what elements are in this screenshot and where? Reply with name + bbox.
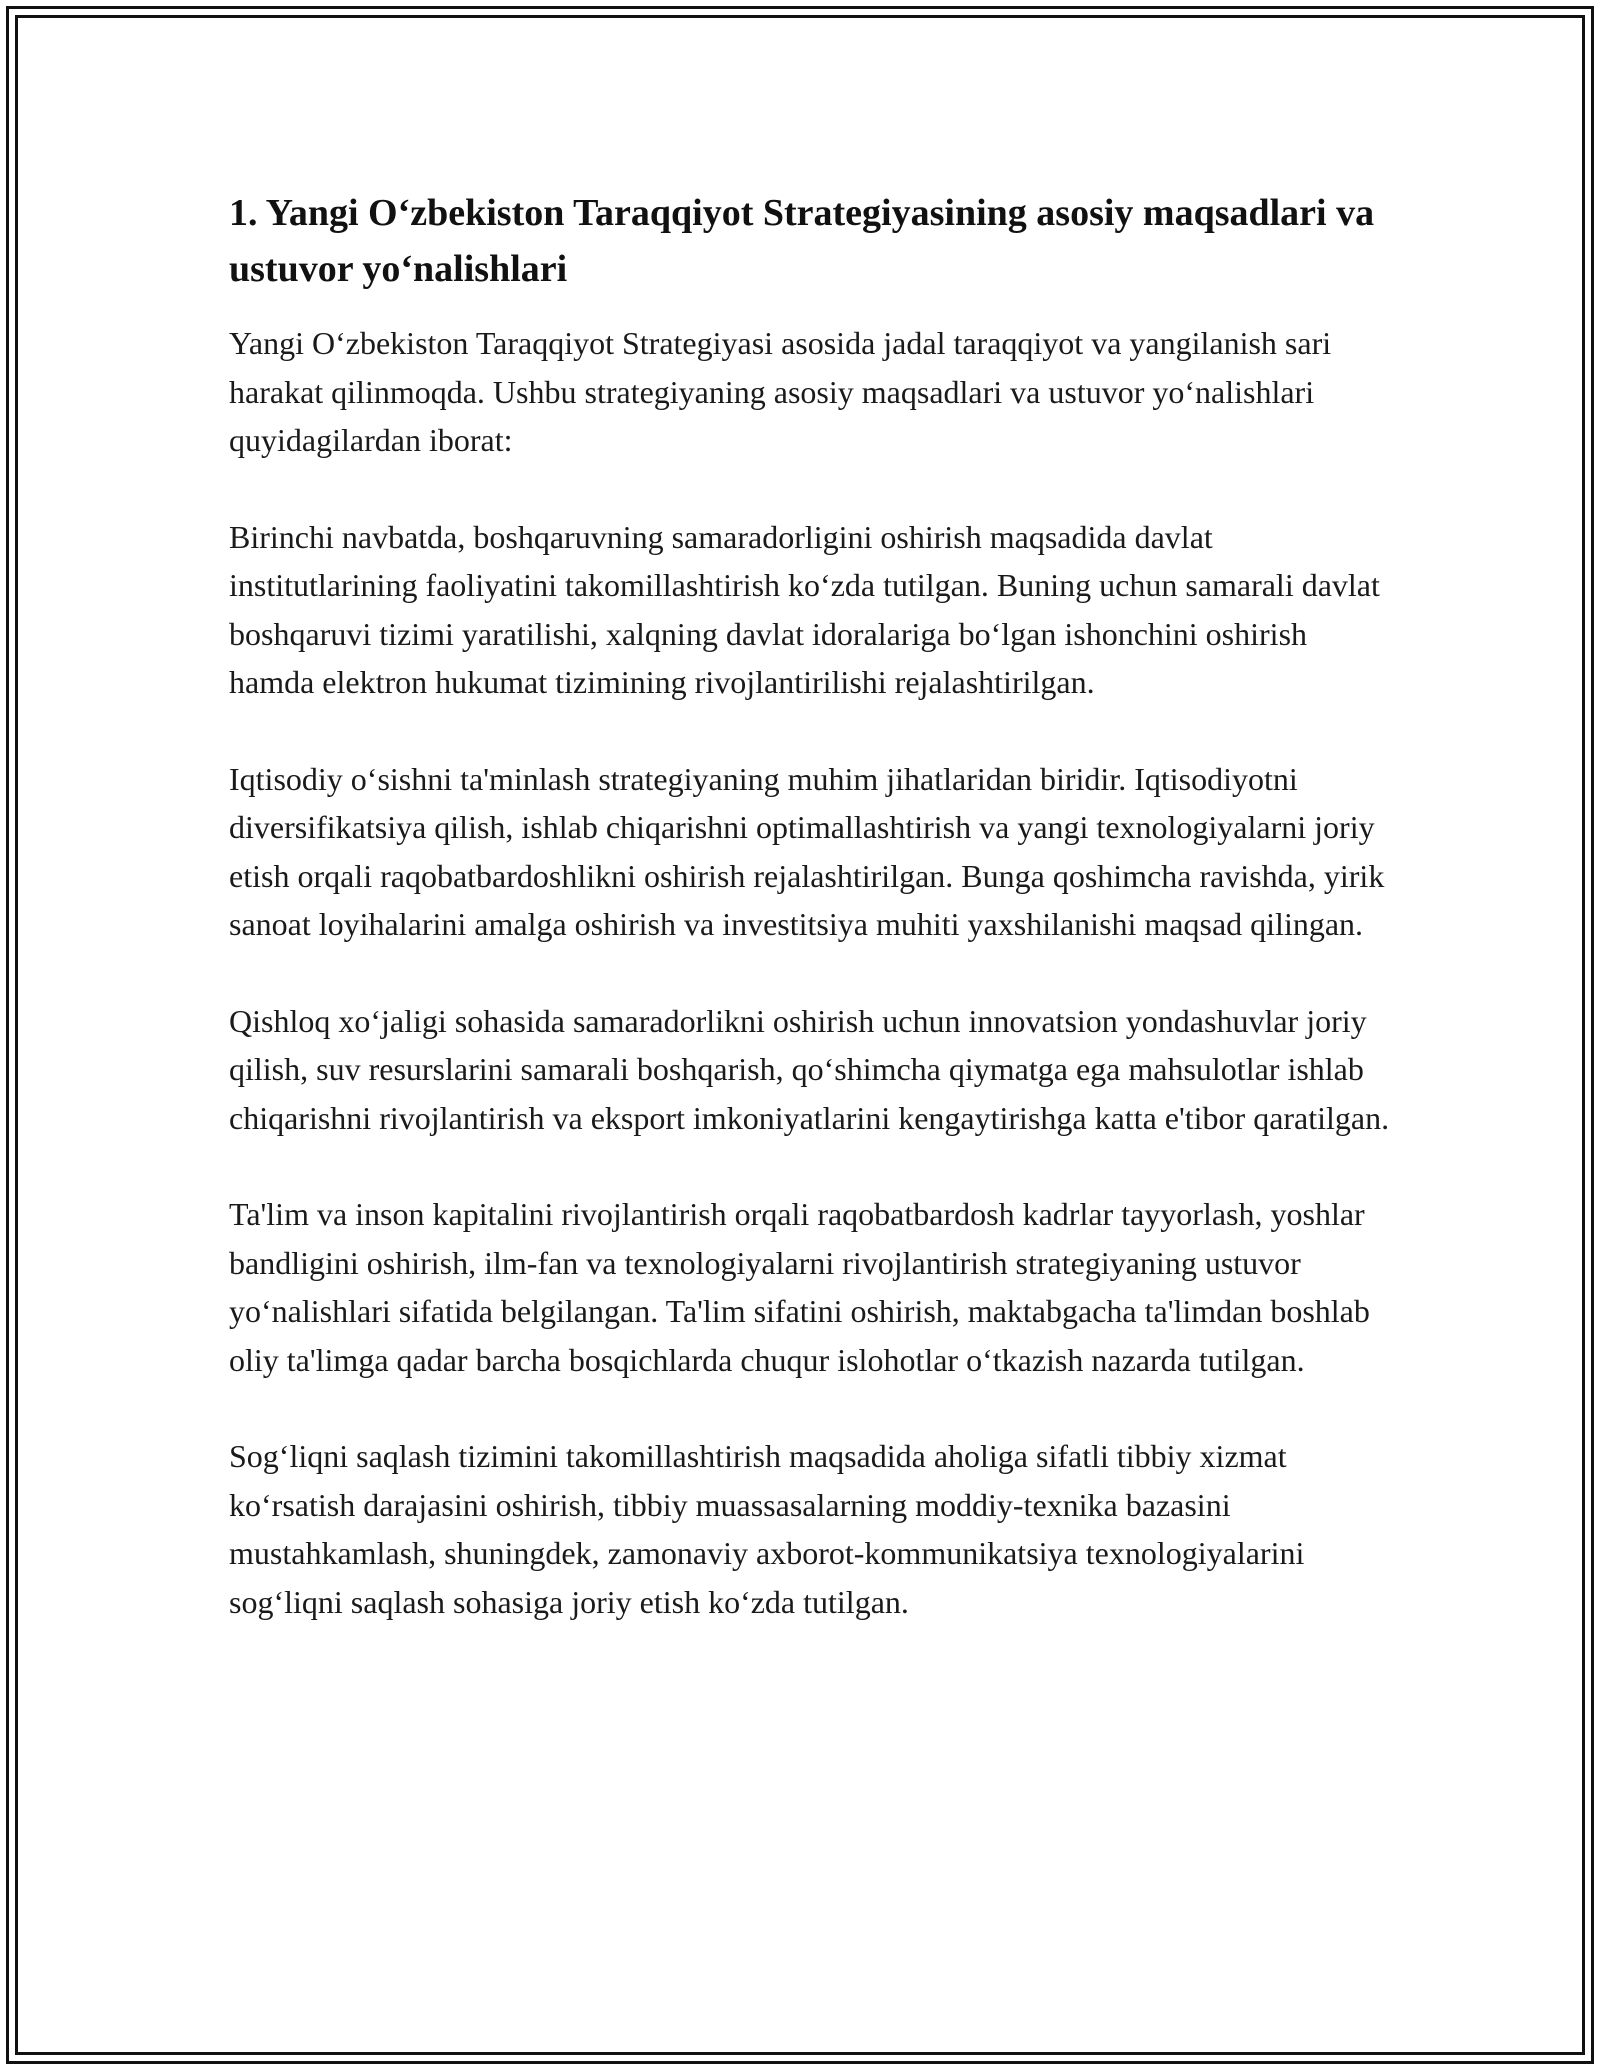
document-body	[229, 185, 1399, 1674]
section-heading: 1. Yangi O‘zbekiston Taraqqiyot Strategiyasining asosiy maqsadlari va ustuvor yo‘nalishlari	[229, 192, 1375, 290]
economy-paragraph: Iqtisodiy o‘sishni ta'minlash strategiyaning muhim jihatlaridan biridir. Iqtisodiyotni diversifikatsiya qilish, ishlab chiqarishni optimallashtirish va yangi texnologiyalarni joriy etish orqali raqobatbardoshlikni oshirish rejalashtirilgan. Bunga qoshimcha ravishda, yirik sanoat loyihalarini amalga oshirish va investitsiya muhiti yaxshilanishi maqsad qilingan.	[229, 760, 1385, 942]
healthcare-paragraph: Sog‘liqni saqlash tizimini takomillashtirish maqsadida aholiga sifatli tibbiy xizmat ko‘rsatish darajasini oshirish, tibbiy muassasalarning moddiy-texnika bazasini mustahkamlash, shuningdek, zamonaviy axborot-kommunikatsiya texnologiyalarini sog‘liqni saqlash sohasiga joriy etish ko‘zda tutilgan.	[229, 1438, 1305, 1620]
governance-paragraph: Birinchi navbatda, boshqaruvning samaradorligini oshirish maqsadida davlat institutlarining faoliyatini takomillashtirish ko‘zda tutilgan. Buning uchun samarali davlat boshqaruvi tizimi yaratilishi, xalqning davlat idoralariga bo‘lgan ishonchini oshirish hamda elektron hukumat tizimining rivojlantirilishi rejalashtirilgan.	[229, 518, 1380, 700]
education-paragraph: Ta'lim va inson kapitalini rivojlantirish orqali raqobatbardosh kadrlar tayyorlash, yoshlar bandligini oshirish, ilm-fan va texnologiyalarni rivojlantirish strategiyaning ustuvor yo‘nalishlari sifatida belgilangan. Ta'lim sifatini oshirish, maktabgacha ta'limdan boshlab oliy ta'limga qadar barcha bosqichlarda chuqur islohotlar o‘tkazish nazarda tutilgan.	[229, 1196, 1370, 1378]
agriculture-paragraph: Qishloq xo‘jaligi sohasida samaradorlikni oshirish uchun innovatsion yondashuvlar joriy qilish, suv resurslarini samarali boshqarish, qo‘shimcha qiymatga ega mahsulotlar ishlab chiqarishni rivojlantirish va eksport imkoniyatlarini kengaytirishga katta e'tibor qaratilgan.	[229, 1002, 1390, 1136]
intro-paragraph: Yangi O‘zbekiston Taraqqiyot Strategiyasi asosida jadal taraqqiyot va yangilanish sari harakat qilinmoqda. Ushbu strategiyaning asosiy maqsadlari va ustuvor yo‘nalishlari quyidagilardan iborat:	[229, 325, 1332, 458]
